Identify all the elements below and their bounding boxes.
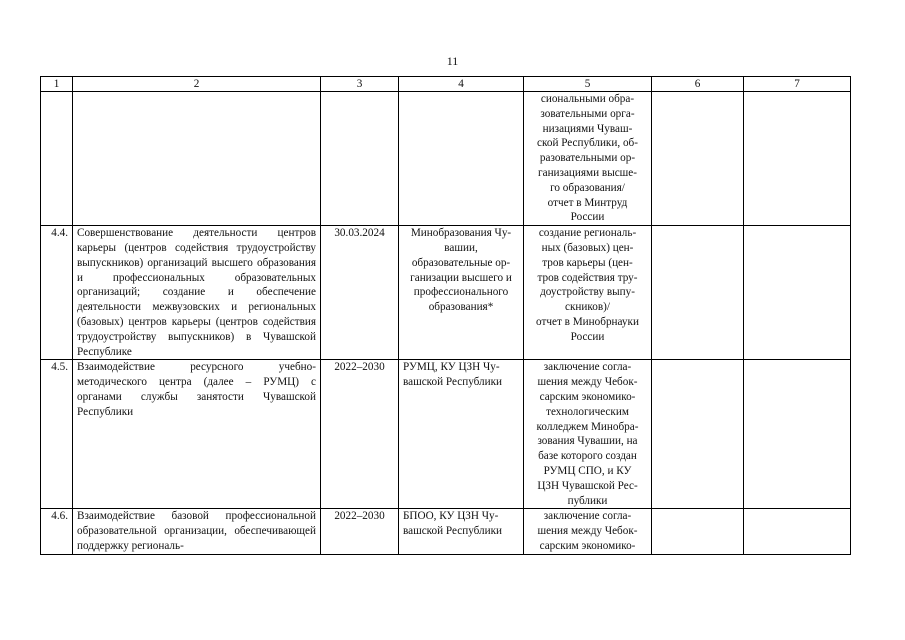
row-number: 4.5.	[41, 360, 73, 509]
result-cell	[524, 360, 652, 509]
column-6-cell	[652, 360, 744, 509]
result-text: сиональными обра- зовательными орга- низациями Чуваш- ской Республики, об- разовательными ор- ганизациями высше- го образования/ отчет в Минтруд России	[537, 93, 638, 224]
table-row	[41, 360, 851, 509]
deadline-cell: 30.03.2024	[321, 226, 399, 360]
table-row	[41, 226, 851, 360]
page-number: 11	[446, 54, 459, 68]
executors-cell	[399, 360, 524, 509]
column-6-cell	[652, 226, 744, 360]
column-header: 2	[73, 77, 321, 92]
activity-cell: Взаимодействие ресурсного учебно-методического центра (далее – РУМЦ) с органами службы занятости Чувашской Республики	[73, 360, 321, 509]
row-number	[41, 92, 73, 226]
table-row	[41, 509, 851, 554]
column-7-cell	[744, 226, 851, 360]
column-7-cell	[744, 509, 851, 554]
executors-text: Минобразования Чу- вашии, образовательные ор- ганизации высшего и профессионального образования*	[410, 227, 512, 314]
result-cell	[524, 92, 652, 226]
column-7-cell	[744, 92, 851, 226]
deadline-cell: 2022–2030	[321, 360, 399, 509]
column-6-cell	[652, 92, 744, 226]
column-header: 4	[399, 77, 524, 92]
column-header: 7	[744, 77, 851, 92]
executors-cell	[399, 509, 524, 554]
result-text: заключение согла- шения между Чебок- сарским экономико-	[537, 510, 638, 552]
deadline-cell: 2022–2030	[321, 509, 399, 554]
executors-text: РУМЦ, КУ ЦЗН Чу- вашской Республики	[403, 361, 503, 389]
column-header: 5	[524, 77, 652, 92]
column-header: 6	[652, 77, 744, 92]
result-cell	[524, 509, 652, 554]
executors-text: БПОО, КУ ЦЗН Чу- вашской Республики	[403, 510, 503, 538]
table-header-row	[41, 77, 851, 92]
deadline-cell	[321, 92, 399, 226]
executors-cell	[399, 92, 524, 226]
row-number: 4.4.	[41, 226, 73, 360]
result-text: создание региональ- ных (базовых) цен- тров карьеры (цен- тров содействия тру- доустройству выпу- скников)/ отчет в Минобрнауки России	[536, 227, 639, 343]
measures-table	[40, 76, 851, 555]
column-6-cell	[652, 509, 744, 554]
activity-cell: Взаимодействие базовой профессиональной образовательной организации, обеспечивающей поддержку региональ-	[73, 509, 321, 554]
executors-cell	[399, 226, 524, 360]
result-text: заключение согла- шения между Чебок- сарским экономико- технологическим колледжем Минобра- зования Чувашии, на базе которого создан РУМЦ СПО, и КУ ЦЗН Чувашской Рес- публики	[536, 361, 639, 507]
activity-cell: Совершенствование деятельности центров карьеры (центров содействия трудоустройству выпускников) организаций высшего образования и профессиональных образовательных организаций; создание и обеспечение деятельности межвузовских и региональных (базовых) центров карьеры (центров содействия трудоустройству выпускников) в Чувашской Республике	[73, 226, 321, 360]
result-cell	[524, 226, 652, 360]
table-row	[41, 92, 851, 226]
page-bottom-margin	[0, 578, 905, 640]
column-header: 1	[41, 77, 73, 92]
column-header: 3	[321, 77, 399, 92]
column-7-cell	[744, 360, 851, 509]
activity-cell	[73, 92, 321, 226]
row-number: 4.6.	[41, 509, 73, 554]
